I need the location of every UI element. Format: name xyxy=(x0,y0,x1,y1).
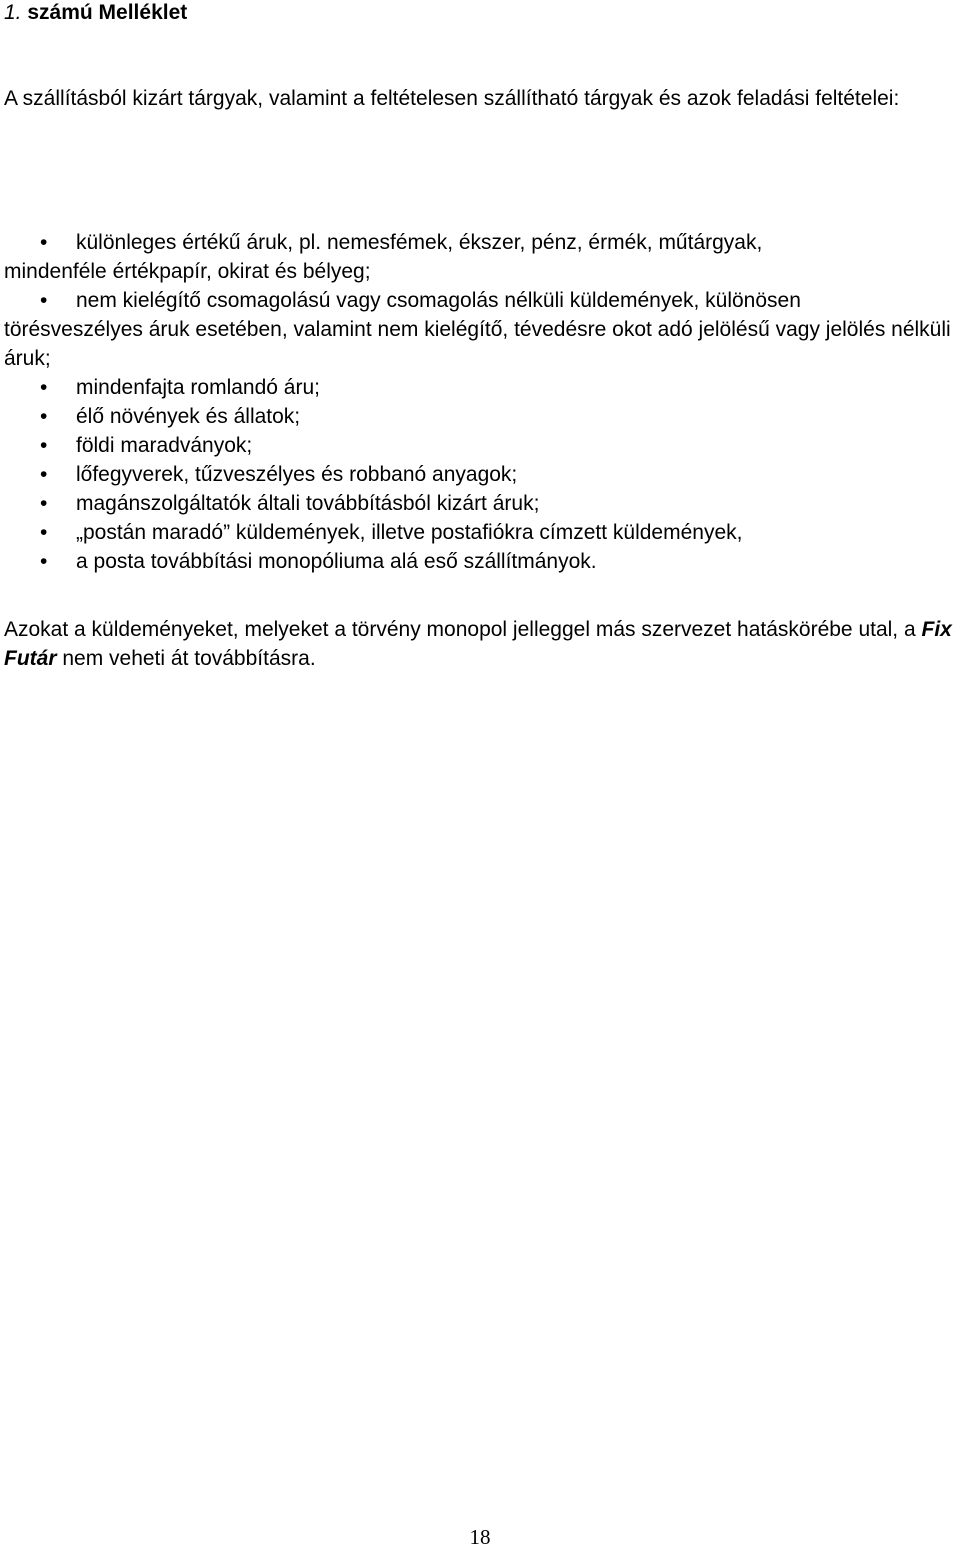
list-item xyxy=(4,373,954,402)
brand-name: Fix Futár xyxy=(4,618,952,670)
list-item xyxy=(4,547,954,576)
list-item xyxy=(4,431,954,460)
bullet-icon: • xyxy=(40,376,48,399)
page-heading xyxy=(4,0,187,26)
bullet-icon: • xyxy=(40,434,48,457)
list-item xyxy=(4,228,954,286)
list-item-text: földi maradványok; xyxy=(76,434,253,457)
list-item xyxy=(4,286,954,373)
list-item-continuation: mindenféle értékpapír, okirat és bélyeg; xyxy=(4,260,371,283)
list-item-text: magánszolgáltatók általi továbbításból kizárt áruk; xyxy=(76,492,540,515)
list-item xyxy=(4,518,954,547)
excluded-items-list xyxy=(4,228,954,576)
bullet-icon: • xyxy=(40,289,48,312)
list-item xyxy=(4,489,954,518)
closing-text-before: Azokat a küldeményeket, melyeket a törvény monopol jelleggel más szervezet hatáskörébe utal, a xyxy=(4,618,922,641)
bullet-icon: • xyxy=(40,521,48,544)
heading-title: számú Melléklet xyxy=(27,1,188,24)
bullet-icon: • xyxy=(40,492,48,515)
list-item-text: élő növények és állatok; xyxy=(76,405,301,428)
intro-paragraph: A szállításból kizárt tárgyak, valamint a feltételesen szállítható tárgyak és azok feladási feltételei: xyxy=(4,87,900,110)
list-item xyxy=(4,402,954,431)
page-number: 18 xyxy=(469,1525,491,1549)
closing-paragraph xyxy=(4,615,954,673)
list-item-text: mindenfajta romlandó áru; xyxy=(76,376,320,399)
bullet-icon: • xyxy=(40,550,48,573)
list-item-text: különleges értékű áruk, pl. nemesfémek, ékszer, pénz, érmék, műtárgyak, xyxy=(76,231,763,254)
list-item-text: lőfegyverek, tűzveszélyes és robbanó anyagok; xyxy=(76,463,518,486)
list-item-continuation: törésveszélyes áruk esetében, valamint nem kielégítő, tévedésre okot adó jelölésű vagy jelölés nélküli áruk; xyxy=(4,318,951,370)
bullet-icon: • xyxy=(40,405,48,428)
bullet-icon: • xyxy=(40,463,48,486)
list-item-text: „postán maradó” küldemények, illetve postafiókra címzett küldemények, xyxy=(76,521,743,544)
list-item-text: nem kielégítő csomagolású vagy csomagolás nélküli küldemények, különösen xyxy=(76,289,801,312)
list-item-text: a posta továbbítási monopóliuma alá eső szállítmányok. xyxy=(76,550,597,573)
bullet-icon: • xyxy=(40,231,48,254)
heading-number: 1. xyxy=(4,1,22,24)
list-item xyxy=(4,460,954,489)
closing-text-after: nem veheti át továbbításra. xyxy=(56,647,316,670)
